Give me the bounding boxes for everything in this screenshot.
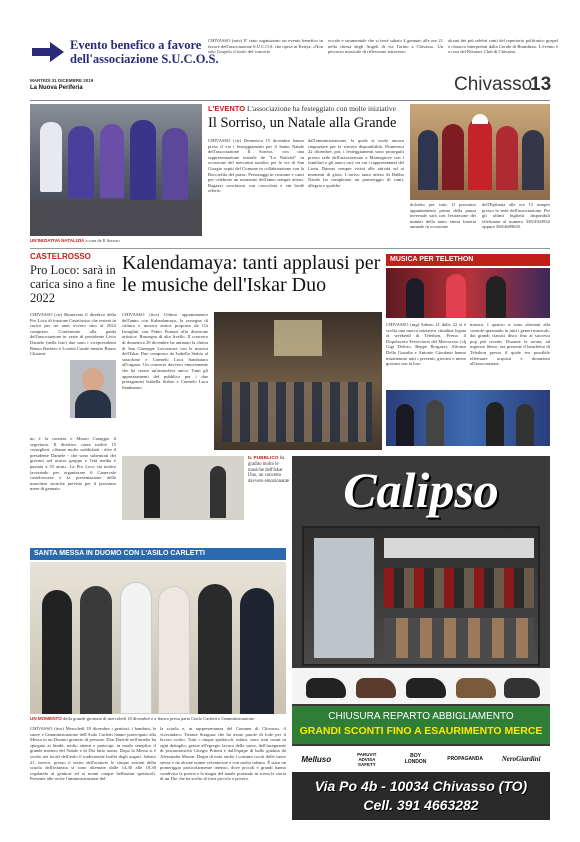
messa-caption-label: UN MOMENTO [30,716,62,721]
arrow-right-icon [30,40,66,64]
section-city: Chivasso [454,74,533,95]
evento-col4: dell'Epifania alle ore 15 sempre presso la sede dell'associazione. Per gli ultimi biglietti disponibili telefonare al numero 338/4304932 oppure 360/4689635. [482,202,550,230]
proloco-kicker: CASTELROSSO [30,252,91,261]
logo-melluso: Melluso [301,754,332,764]
caption-label: UN'INIZIATIVA NATALIZIA [30,238,85,243]
calipso-ad [292,456,550,820]
evento-title: Il Sorriso, un Natale alla Grande [208,115,397,131]
telethon-col1: CHIVASSO (mg) Sabato 21 dalle 22 si è svolta una nuova iniziativa cittadina legata al weekend di Telethon. Presso il Dopolavoro Ferroviario del Mercoroso i dj Gigi Delirio, Beppe Borgazzi, Alfonso Della Guardia e Antonio Giordano hanno intrattenuto tutti i presenti, giovani e meno giovani con la loro [386,322,466,367]
messa-banner-text: SANTA MESSA IN DUOMO CON L'ASILO CARLETTI [34,550,205,557]
shoe-row [292,668,550,704]
proloco-section [30,252,116,305]
messa-col1: CHIVASSO (ttos) Mercoledì 18 dicembre i genitori, i bambini, le suore e l'amministrazione dell'Asilo Carletti hanno partecipato alla Messa in un Duomo gremito di persone. Don Davide nell'omelia ha spiegato ai bimbi, molto attenti e partecipi, in modo semplice il grande mistero del Natale e di Dio fatto uomo. Dopo la Messa si è svolto nei locali dell'asilo il tradizionale buffet degli auguri. Sabato 21, invece, presso il teatro dell'oratorio le cinque sezioni della scuola dell'infanzia si sono alternate dalle 14,30 alle 18,30 regalando ai genitori ed ai nonni cinque bellissimi spettacoli. Presente alle recite l'amministrazione del- [30,726,156,782]
top-story-col1: CHIVASSO (mtv) E' stato organizzato un evento benefico in favore dell'associazione S.U.C.O.S. che opera in Kenya. «Non solo Gospel» il titolo del concerto [208,38,323,55]
top-story [30,36,558,72]
top-story-title: Evento benefico a favore dell'associazione S.U.C.O.S. [70,38,219,66]
evento-subtitle: L'associazione ha festeggiato con molte iniziative [246,104,396,113]
proloco-title: Pro Loco: sarà in carica sino a fine 2022 [30,263,116,305]
messa-col2: la scuola e, in rappresentanza del Comune di Chivasso, il vicesindaco Tiziana Siragusa che ha avuto parole di lode per il lavoro svolto. Tutti i cinque spettacoli, infatti, sono stati curati in ogni dettaglio, grazie all'egregio lavoro delle suore, dell'insegnante di psicomotricità Giorgio Pittoni e dall'equipe di ballo guidata da Alessandra Mason. Degni di nota anche i costumi cuciti dalle suore stesse e da alcune nonne volenterose e con molto talento. È stato un pomeriggio particolarmente intenso, dove piccoli e grandi hanno condiviso la poesia e la magia del natale portando in scena la storia di un Dio che ha scelto di farsi piccolo e povero. [160,726,286,782]
logo-paruvit: PARUVIT ADVISA SAFETY [357,751,377,767]
store-phone: Cell. 391 4663282 [363,797,479,813]
telethon-banner-text: MUSICA PER TELETHON [390,256,474,263]
top-story-col3: alcuni dei più celebri canti del repertorio polifonico gospel e classico interpretati dalla Corale di Brandizzo. L'evento è a cura del Rotaract Club di Chivasso. [448,38,558,55]
kalendamaya-caption-label: IL PUBBLICO [248,456,279,461]
evento-heading [208,104,408,132]
telethon-photo-event [386,390,550,446]
evento-kicker: L'EVENTO [208,104,246,113]
kalendamaya-photo-duo [122,456,244,520]
brand-logos [292,746,550,772]
sorriso-photo-caption [30,238,202,243]
telethon-banner [386,254,550,266]
proloco-photo-president [70,360,116,418]
issue-date: MARTEDÌ 31 DICEMBRE 2019 [30,78,94,83]
sorriso-photo-nativity [30,104,202,236]
evento-col3: dolcetto per tutti. Il prossimo appuntamento prima della pausa invernale sarà con l'estrazione dei numeri della tanto attesa lotteria annuale in occasione [410,202,476,230]
store-address: Via Po 4b - 10034 Chivasso (TO) [314,778,528,794]
evento-col2: dall'amministrazione, la quale si vuole ancora ringraziare per la sincera disponibilità. Domenica 22 dicembre, poi, i festeggiamenti sono proseguiti presso sede dell'associazione a Montegiove con i familiari e gli amici cari, tra cui i rappresentanti del Lions Duomo sempre vicini alle attività ed ai momenti di gioia. L'arrivo tanto atteso di Babbo Natale ha completato un pomeriggio di canti, allegria e qualche [308,138,404,188]
messa-banner [30,548,286,560]
kalendamaya-photo-audience [214,312,382,450]
header-rule [30,100,550,101]
kalendamaya-caption-text: ha gradito molto le musiche dell'Iskar Duo, un concerto davvero emozionante [248,456,290,485]
logo-propaganda: PROPAGANDA [447,756,483,762]
ad-strip-line1: CHIUSURA REPARTO ABBIGLIAMENTO [328,711,514,722]
page-number: 13 [530,74,552,95]
top-story-col2: vocale e strumentale che si terrà sabato 4 gennaio alle ore 21 nella chiesa degli Angeli di via Torino a Chivasso. Un percorso musicale di riflessione attraverso [328,38,443,55]
ad-strip [292,706,550,744]
masthead [30,76,550,102]
caption-text: a cura de Il Sorriso [85,238,120,243]
calipso-brand: Calipso [343,462,499,518]
messa-caption [30,716,286,721]
proloco-text2: no è la cassiera e Mauro Caraggio il segretario. Il direttivo conta inoltre 15 consiglieri. «Siamo molto soddisfatti - dice il presidente Daniele - che sono subentrati dei giovani nel nostro gruppo e l'età media è passata a 55 anni». La Pro Loco sta inoltre lavorando per organizzare il Carnevale castelrossese e la presentazione delle maschere storiche previste per il prossimo mese di gennaio. [30,436,116,492]
kalendamaya-title: Kalendamaya: tanti applausi per le musiche dell'Iskar Duo [122,252,381,296]
section-rule [30,248,550,249]
ad-strip-line2: GRANDI SCONTI FINO A ESAURIMENTO MERCE [299,725,543,737]
proloco-text1: CHIVASSO (ctr) Rinnovato il direttivo della Pro Loco di frazione Castelrosso che resterà in carica per tre anni ovvero sino al 2022 compreso. Confermato alla guida dell'associazione in veste di presidente Livio Daniele (nella foto) due sono i vicepresidenti Renzo Barbero e Loretta Casale mentre Bruno Chiarmi- [30,312,116,357]
evento-col1: CHIVASSO (ctr) Domenica 15 dicembre hanno preso il via i festeggiamenti per il Santo Natale dell'associazione Il Sorriso, con una rappresentazione teatrale de "La Natività" in occasione del mercatini natalizi per le vie di San Giorgio ospiti del Comune in collaborazione con la Bocciofila del paese. Personaggi in costume e canti per celebrare un momento dell'anno sempre atteso. Ragazzi conclusosi con cioccolata e vin brulè offerto [208,138,304,194]
paper-name: La Nuova Periferia [30,85,83,91]
sorriso-photo-santa [410,104,550,200]
messa-caption-text: della grande giornata di mercoledì 18 dicembre e a fianco presa parte l'asilo Carletti e l'amministrazione [62,716,255,721]
ad-contact [292,772,550,820]
logo-nerogiardini: NeroGiardini [501,755,541,763]
store-window [302,526,540,666]
messa-photo-group [30,562,286,714]
kalendamaya-text: CHIVASSO (ttos) Ultimo appuntamento dell'anno con Kalendamaya, la rassegna di cultura e musica antica proposta da Gli Invaghiti con Fabio Furnari alla direzione artistica. Rassegna di alto livello. Il concerto di domenica 29 dicembre ha animato la chiesa di San Giuseppe Lavoratore con la musica dell'Iskar Duo composto da Isabella Stabio al sassofono e Carmelo Luca Sambataro all'organo. Un concerto davvero emozionante che ha creato un'atmosfera unica. Tanti gli apprezzamenti del pubblico per i due protagonisti Isabella Stabio e Carmelo Luca Sambataro. [122,312,208,390]
telethon-photo-djs [386,268,550,318]
kalendamaya-caption [248,456,292,485]
telethon-col2: musica. I quattro si sono alternati alla console spaziando in tutti i generi musicali: dai grandi classici disco fino ai successi pop più recenti. Durante la serata, ad ingresso libero, era presente il banchetto di Telethon presso il quale era possibile effettuare acquisti e donazioni all'associazione. [470,322,550,367]
logo-boy-london: BOY LONDON [404,753,427,765]
